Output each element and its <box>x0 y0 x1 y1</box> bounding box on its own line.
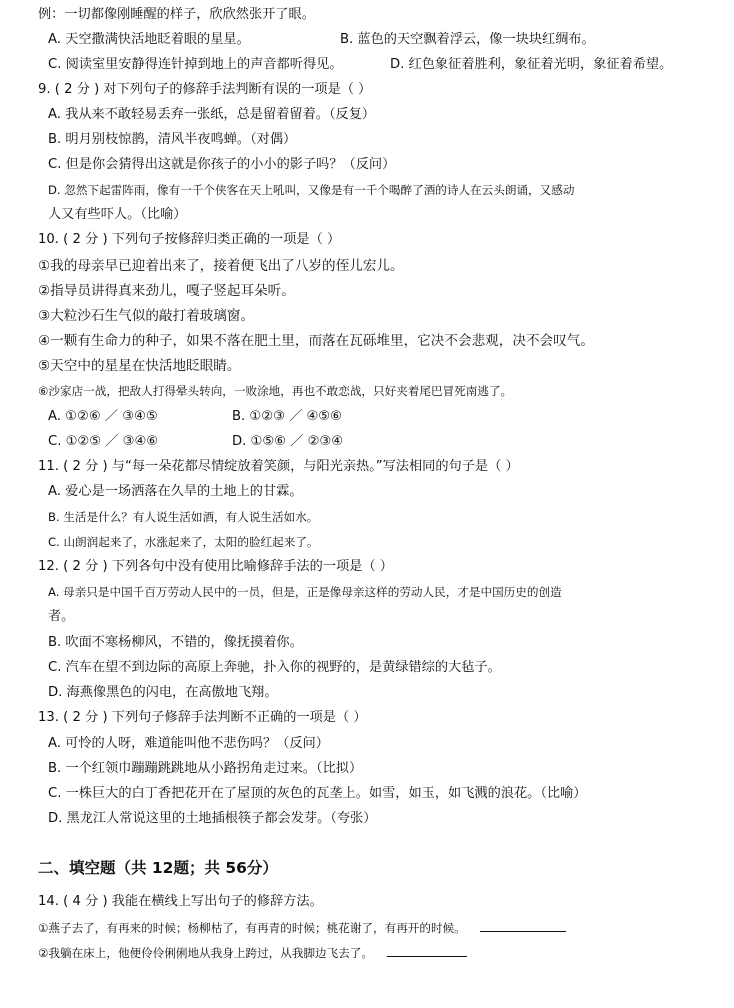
q11-option-c: C. 山朗润起来了，水涨起来了，太阳的脸红起来了。 <box>48 535 319 549</box>
q10-sentence-4: ④一颗有生命力的种子，如果不落在肥土里，而落在瓦砾堆里，它决不会悲观，决不会叹气。 <box>38 333 594 349</box>
q10-stem: 10. ( 2 分 ) 下列句子按修辞归类正确的一项是（ ） <box>38 232 341 247</box>
q12-stem: 12. ( 2 分 ) 下列各句中没有使用比喻修辞手法的一项是（ ） <box>38 559 393 574</box>
q12-option-b: B. 吹面不寒杨柳风，不错的，像抚摸着你。 <box>48 635 303 650</box>
q8-option-d: D. 红色象征着胜利，象征着光明，象征着希望。 <box>390 57 673 72</box>
q13-option-b: B. 一个红领巾蹦蹦跳跳地从小路拐角走过来。（比拟） <box>48 761 363 776</box>
q10-sentence-2: ②指导员讲得真来劲儿，嘎子竖起耳朵听。 <box>38 283 295 299</box>
q11-option-b: B. 生活是什么？有人说生活如酒，有人说生活如水。 <box>48 510 319 524</box>
q10-sentence-6: ⑥沙家店一战，把敌人打得晕头转向，一败涂地，再也不敢恋战，只好夹着尾巴冒死南逃了。 <box>38 384 513 398</box>
q8-option-a: A. 天空撒满快活地眨着眼的星星。 <box>48 32 250 47</box>
q13-stem: 13. ( 2 分 ) 下列句子修辞手法判断不正确的一项是（ ） <box>38 710 367 725</box>
q12-option-a-cont: 者。 <box>48 609 75 624</box>
q14-item-1-text: ①燕子去了，有再来的时候；杨柳枯了，有再青的时候；桃花谢了，有再开的时候。 <box>38 921 466 935</box>
q14-item-2-text: ②我躺在床上，他便伶伶俐俐地从我身上跨过，从我脚边飞去了。 <box>38 946 374 960</box>
q11-option-a: A. 爱心是一场洒落在久旱的土地上的甘霖。 <box>48 484 303 499</box>
q12-option-c: C. 汽车在望不到边际的高原上奔驰，扑入你的视野的，是黄绿错综的大毡子。 <box>48 660 501 675</box>
q13-option-c: C. 一株巨大的白丁香把花开在了屋顶的灰色的瓦垄上。如雪，如玉，如飞溅的浪花。（比喻） <box>48 786 587 801</box>
q9-option-c: C. 但是你会猜得出这就是你孩子的小小的影子吗？（反问） <box>48 157 396 172</box>
q12-option-a: A. 母亲只是中国千百万劳动人民中的一员，但是，正是像母亲这样的劳动人民，才是中国历史的创造 <box>48 585 562 599</box>
q14-item-2-blank[interactable] <box>387 944 467 957</box>
q8-option-c: C. 阅读室里安静得连针掉到地上的声音都听得见。 <box>48 57 343 72</box>
q10-sentence-3: ③大粒沙石生气似的敲打着玻璃窗。 <box>38 308 255 324</box>
q9-stem: 9. ( 2 分 ) 对下列句子的修辞手法判断有误的一项是（ ） <box>38 82 372 97</box>
q9-option-d: D. 忽然下起雷阵雨，像有一千个侠客在天上吼叫，又像是有一千个喝醉了酒的诗人在云头朗诵，又感动 <box>48 183 575 197</box>
q10-option-c: C. ①②⑤ ／ ③④⑥ <box>48 434 159 449</box>
q14-stem: 14. ( 4 分 ) 我能在横线上写出句子的修辞方法。 <box>38 894 323 909</box>
q10-option-d: D. ①⑤⑥ ／ ②③④ <box>232 434 344 449</box>
q14-item-1 <box>38 919 566 937</box>
q10-sentence-5: ⑤天空中的星星在快活地眨眼睛。 <box>38 358 241 374</box>
q9-option-b: B. 明月别枝惊鹊，清风半夜鸣蝉。（对偶） <box>48 132 297 147</box>
q14-item-2 <box>38 944 467 962</box>
section-heading: 二、填空题（共 12题；共 56分） <box>38 859 278 877</box>
q13-option-a: A. 可怜的人呀，难道能叫他不悲伤吗？（反问） <box>48 736 329 751</box>
q10-sentence-1: ①我的母亲早已迎着出来了，接着便飞出了八岁的侄儿宏儿。 <box>38 258 404 274</box>
q13-option-d: D. 黑龙江人常说这里的土地插根筷子都会发芽。（夸张） <box>48 811 377 826</box>
q14-item-1-blank[interactable] <box>480 919 566 932</box>
q12-option-d: D. 海燕像黑色的闪电，在高傲地飞翔。 <box>48 685 278 700</box>
q8-option-b: B. 蓝色的天空飘着浮云，像一块块红绸布。 <box>340 32 595 47</box>
q10-option-a: A. ①②⑥ ／ ③④⑤ <box>48 409 158 424</box>
q10-option-b: B. ①②③ ／ ④⑤⑥ <box>232 409 342 424</box>
q9-option-d-cont: 人又有些吓人。（比喻） <box>48 207 187 222</box>
example-line: 例：一切都像刚睡醒的样子，欣欣然张开了眼。 <box>38 7 315 22</box>
q11-stem: 11. ( 2 分 ) 与“每一朵花都尽情绽放着笑颜，与阳光亲热。”写法相同的句子是（ ） <box>38 459 519 474</box>
q9-option-a: A. 我从来不敢轻易丢弃一张纸，总是留着留着。（反复） <box>48 107 376 122</box>
